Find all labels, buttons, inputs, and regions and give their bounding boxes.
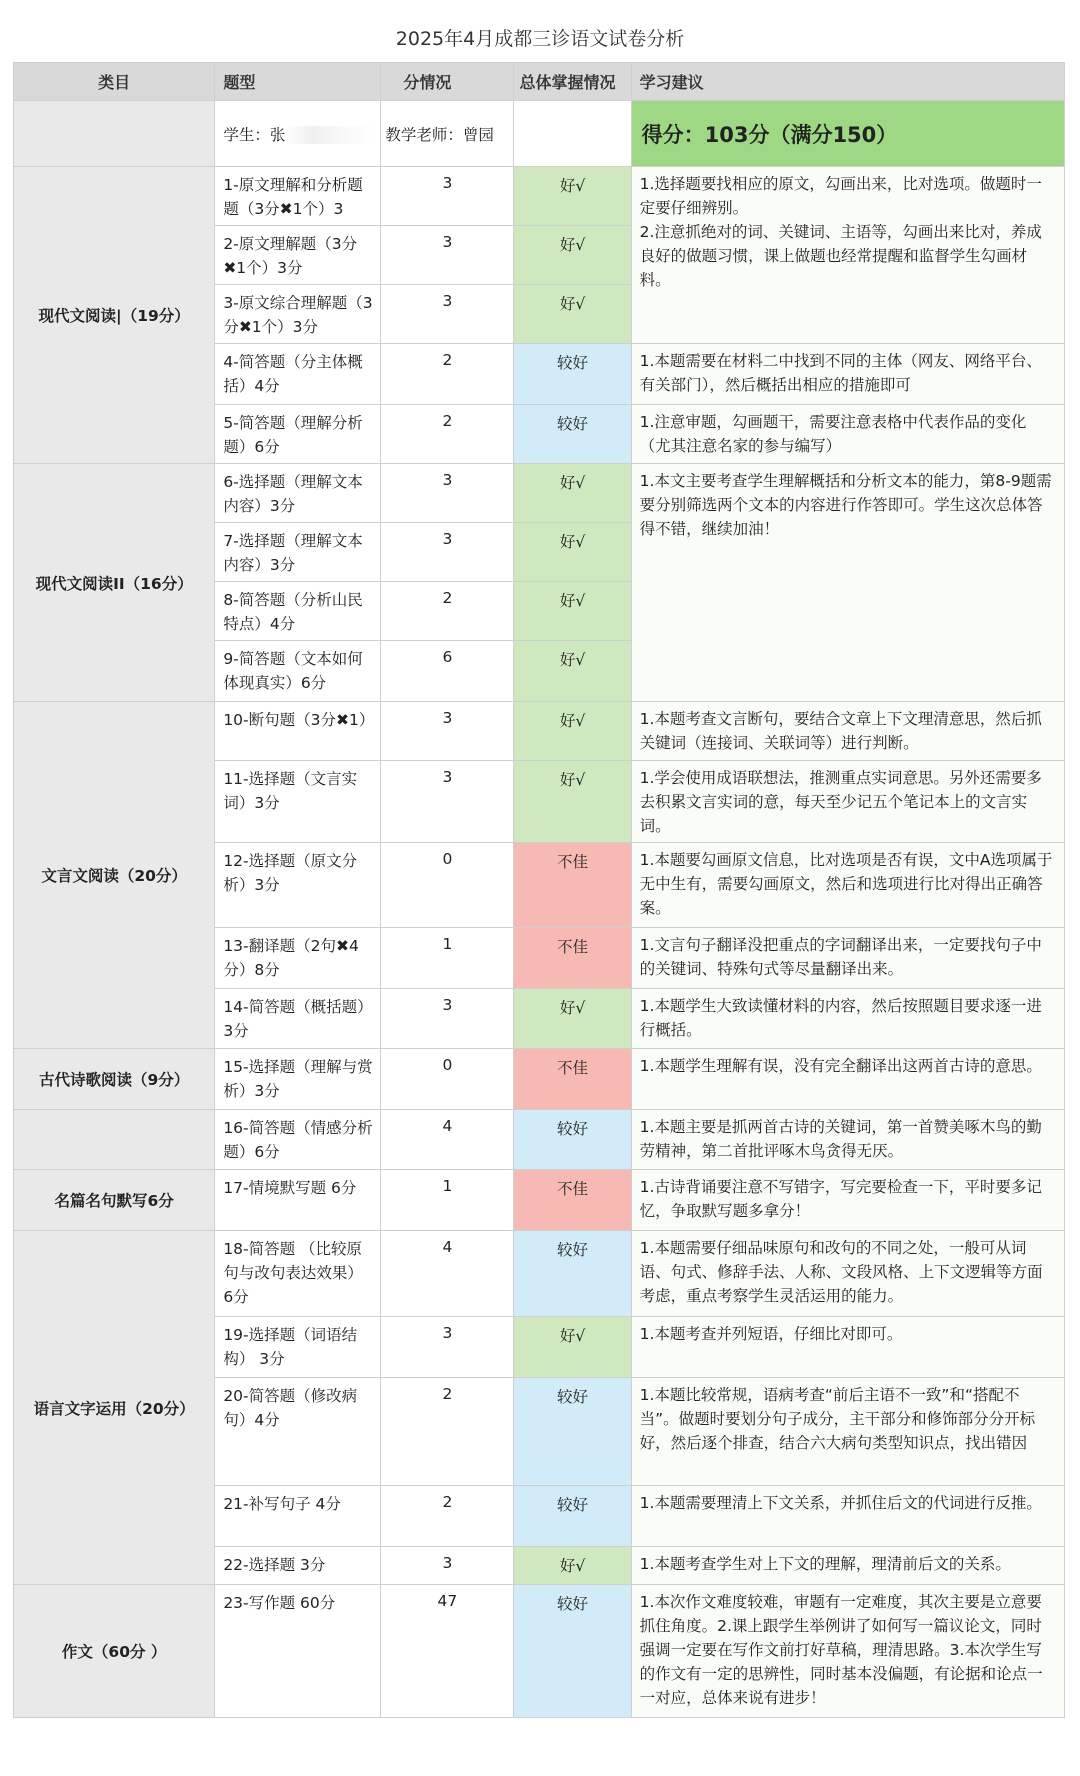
header-advice: 学习建议 [631,63,1064,101]
score-cell: 3 [381,1547,514,1585]
header-score: 分情况 [381,63,514,101]
advice-cell: 1.本题考查并列短语，仔细比对即可。 [631,1317,1064,1378]
score-cell: 3 [381,523,514,582]
advice-cell: 1.本文主要考查学生理解概括和分析文本的能力，第8-9题需要分别筛选两个文本的内容进行作答即可。学生这次总体答得不错，继续加油！ [631,464,1064,702]
table-row [14,1170,1065,1231]
header-type: 题型 [215,63,381,101]
question-cell: 9-简答题（文本如何体现真实）6分 [215,641,381,702]
mastery-cell: 好√ [514,641,631,702]
question-cell: 5-简答题（理解分析题）6分 [215,405,381,464]
header-row [14,63,1065,101]
question-cell: 6-选择题（理解文本内容）3分 [215,464,381,523]
advice-cell: 1.本题考查文言断句，要结合文章上下文理清意思，然后抓关键词（连接词、关联词等）进行判断。 [631,702,1064,761]
page-title: 2025年4月成都三诊语文试卷分析 [395,28,685,50]
mastery-cell: 较好 [514,1585,631,1718]
mastery-cell: 不佳 [514,928,631,989]
advice-cell: 1.本题考查学生对上下文的理解，理清前后文的关系。 [631,1547,1064,1585]
table-row [14,1231,1065,1317]
score-cell: 3 [381,464,514,523]
analysis-table [13,62,1065,1718]
question-cell: 7-选择题（理解文本内容）3分 [215,523,381,582]
score-cell: 3 [381,226,514,285]
score-cell: 0 [381,1049,514,1110]
mastery-cell: 好√ [514,167,631,226]
advice-cell: 1.本题要勾画原文信息，比对选项是否有误，文中A选项属于无中生有，需要勾画原文，然后和选项进行比对得出正确答案。 [631,843,1064,928]
info-mastery-empty [514,101,631,167]
advice-cell: 1.本题比较常规，语病考查“前后主语不一致”和“搭配不当”。做题时要划分句子成分，主干部分和修饰部分分开标好，然后逐个排查，结合六大病句类型知识点，找出错因 [631,1378,1064,1486]
score-cell: 3 [381,167,514,226]
category-modern-reading-1: 现代文阅读|（19分） [14,167,215,464]
table-row [14,464,1065,523]
student-label: 学生：张 [223,125,286,144]
category-empty [14,1110,215,1170]
mastery-cell: 好√ [514,523,631,582]
question-cell: 13-翻译题（2句✖4分）8分 [215,928,381,989]
question-cell: 19-选择题（词语结构） 3分 [215,1317,381,1378]
mastery-cell: 较好 [514,405,631,464]
score-cell: 2 [381,582,514,641]
advice-cell: 1.本题需要仔细品味原句和改句的不同之处，一般可从词语、句式、修辞手法、人称、文段风格、上下文逻辑等方面考虑，重点考察学生灵活运用的能力。 [631,1231,1064,1317]
mastery-cell: 好√ [514,1317,631,1378]
advice-cell: 1.学会使用成语联想法，推测重点实词意思。另外还需要多去积累文言实词的意，每天至少记五个笔记本上的文言实词。 [631,761,1064,843]
table-row [14,1110,1065,1170]
mastery-cell: 好√ [514,702,631,761]
score-cell: 3 [381,1317,514,1378]
total-score: 得分：103分（满分150） [631,101,1064,167]
score-cell: 3 [381,702,514,761]
score-cell: 4 [381,1231,514,1317]
mastery-cell: 好√ [514,285,631,344]
score-cell: 2 [381,1378,514,1486]
mastery-cell: 好√ [514,226,631,285]
category-classical-reading: 文言文阅读（20分） [14,702,215,1049]
question-cell: 3-原文综合理解题（3分✖1个）3分 [215,285,381,344]
score-cell: 47 [381,1585,514,1718]
score-cell: 3 [381,285,514,344]
question-cell: 21-补写句子 4分 [215,1486,381,1547]
question-cell: 15-选择题（理解与赏析）3分 [215,1049,381,1110]
advice-cell: 1.本题学生理解有误，没有完全翻译出这两首古诗的意思。 [631,1049,1064,1110]
question-cell: 22-选择题 3分 [215,1547,381,1585]
question-cell: 10-断句题（3分✖1） [215,702,381,761]
info-category-empty [14,101,215,167]
question-cell: 4-简答题（分主体概括）4分 [215,344,381,405]
mastery-cell: 较好 [514,1231,631,1317]
mastery-cell: 好√ [514,464,631,523]
advice-cell: 1.注意审题，勾画题干，需要注意表格中代表作品的变化（尤其注意名家的参与编写） [631,405,1064,464]
advice-cell: 1.选择题要找相应的原文，勾画出来，比对选项。做题时一定要仔细辨别。 2.注意抓绝对的词、关键词、主语等，勾画出来比对，养成良好的做题习惯，课上做题也经常提醒和监督学生勾画材料。 [631,167,1064,344]
advice-cell: 1.古诗背诵要注意不写错字，写完要检查一下，平时要多记忆，争取默写题多拿分！ [631,1170,1064,1231]
redacted-name [285,126,375,144]
score-cell: 3 [381,989,514,1049]
advice-cell: 1.本题学生大致读懂材料的内容，然后按照题目要求逐一进行概括。 [631,989,1064,1049]
header-mastery: 总体掌握情况 [514,63,631,101]
mastery-cell: 好√ [514,1547,631,1585]
question-cell: 1-原文理解和分析题题（3分✖1个）3 [215,167,381,226]
score-cell: 4 [381,1110,514,1170]
score-cell: 2 [381,344,514,405]
category-dictation: 名篇名句默写6分 [14,1170,215,1231]
header-category: 类目 [14,63,215,101]
info-row [14,101,1065,167]
question-cell: 8-简答题（分析山民特点）4分 [215,582,381,641]
advice-cell: 1.本题需要理清上下文关系，并抓住后文的代词进行反推。 [631,1486,1064,1547]
question-cell: 23-写作题 60分 [215,1585,381,1718]
question-cell: 12-选择题（原文分析）3分 [215,843,381,928]
score-cell: 3 [381,761,514,843]
score-cell: 2 [381,405,514,464]
mastery-cell: 不佳 [514,843,631,928]
question-cell: 2-原文理解题（3分✖1个）3分 [215,226,381,285]
advice-cell: 1.文言句子翻译没把重点的字词翻译出来，一定要找句子中的关键词、特殊句式等尽量翻译出来。 [631,928,1064,989]
category-modern-reading-2: 现代文阅读II（16分） [14,464,215,702]
mastery-cell: 不佳 [514,1170,631,1231]
mastery-cell: 不佳 [514,1049,631,1110]
category-essay: 作文（60分 ） [14,1585,215,1718]
mastery-cell: 较好 [514,1486,631,1547]
mastery-cell: 好√ [514,989,631,1049]
teacher-info: 教学老师：曾园 [381,101,514,167]
question-cell: 16-简答题（情感分析题）6分 [215,1110,381,1170]
question-cell: 17-情境默写题 6分 [215,1170,381,1231]
question-cell: 11-选择题（文言实词）3分 [215,761,381,843]
advice-cell: 1.本题需要在材料二中找到不同的主体（网友、网络平台、有关部门），然后概括出相应的措施即可 [631,344,1064,405]
mastery-cell: 好√ [514,582,631,641]
student-info [215,101,381,167]
table-row [14,1049,1065,1110]
score-cell: 0 [381,843,514,928]
score-cell: 1 [381,1170,514,1231]
mastery-cell: 较好 [514,344,631,405]
score-cell: 6 [381,641,514,702]
advice-cell: 1.本次作文难度较难，审题有一定难度，其次主要是立意要抓住角度。2.课上跟学生举例讲了如何写一篇议论文，同时强调一定要在写作文前打好草稿，理清思路。3.本次学生写的作文有一定的思辨性，同时基本没偏题，有论据和论点一一对应，总体来说有进步！ [631,1585,1064,1718]
question-cell: 14-简答题（概括题）3分 [215,989,381,1049]
score-cell: 2 [381,1486,514,1547]
category-language-use: 语言文字运用（20分） [14,1231,215,1585]
table-row [14,167,1065,226]
advice-cell: 1.本题主要是抓两首古诗的关键词，第一首赞美啄木鸟的勤劳精神，第二首批评啄木鸟贪得无厌。 [631,1110,1064,1170]
mastery-cell: 较好 [514,1110,631,1170]
question-cell: 20-简答题（修改病句）4分 [215,1378,381,1486]
score-cell: 1 [381,928,514,989]
mastery-cell: 好√ [514,761,631,843]
category-poetry-reading: 古代诗歌阅读（9分） [14,1049,215,1110]
table-row [14,1585,1065,1718]
question-cell: 18-简答题 （比较原句与改句表达效果） 6分 [215,1231,381,1317]
table-row [14,702,1065,761]
mastery-cell: 较好 [514,1378,631,1486]
